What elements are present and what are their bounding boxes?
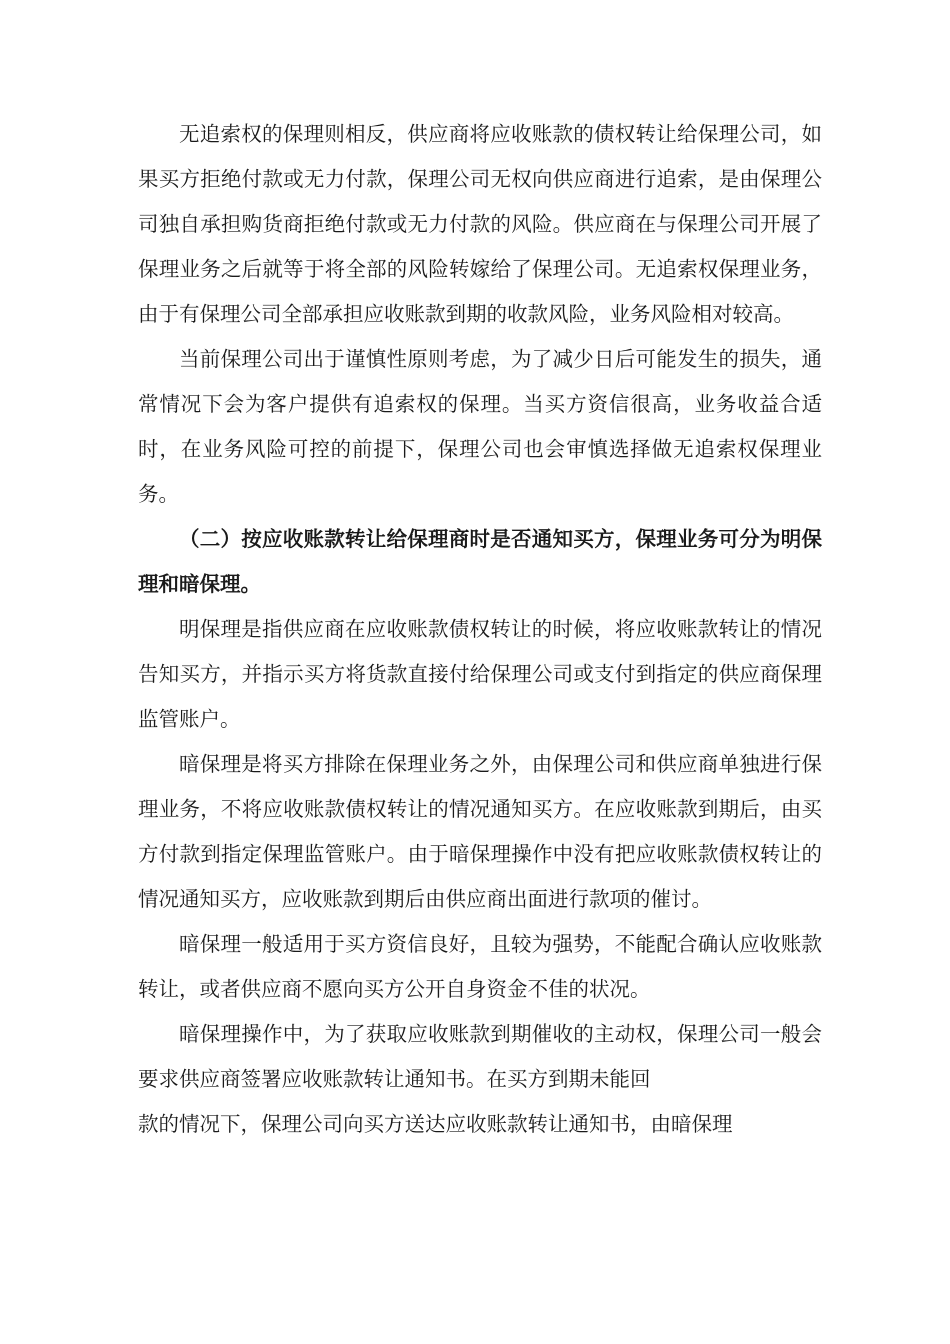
paragraph-line: 款的情况下，保理公司向买方送达应收账款转让通知书，由暗保理 (138, 1112, 733, 1136)
paragraph-undisclosed-factoring: 暗保理是将买方排除在保理业务之外，由保理公司和供应商单独进行保理业务，不将应收账款债权转让的情况通知买方。在应收账款到期后，由买方付款到指定保理监管账户。由于暗保理操作中没有把应收账款债权转让的情况通知买方，应收账款到期后由供应商出面进行款项的催讨。 (138, 752, 822, 911)
paragraph-without-recourse-factoring: 无追索权的保理则相反，供应商将应收账款的债权转让给保理公司，如果买方拒绝付款或无力付款，保理公司无权向供应商进行追索，是由保理公司独自承担购货商拒绝付款或无力付款的风险。供应商在与保理公司开展了保理业务之后就等于将全部的风险转嫁给了保理公司。无追索权保理业务，由于有保理公司全部承担应收账款到期的收款风险，业务风险相对较高。 (138, 122, 822, 326)
paragraph-undisclosed-operation (138, 1012, 822, 1147)
paragraph-undisclosed-applicability: 暗保理一般适用于买方资信良好，且较为强势，不能配合确认应收账款转让，或者供应商不愿向买方公开自身资金不佳的状况。 (138, 932, 822, 1001)
document-body (138, 112, 822, 1147)
paragraph-disclosed-factoring: 明保理是指供应商在应收账款债权转让的时候，将应收账款转让的情况告知买方，并指示买方将货款直接付给保理公司或支付到指定的供应商保理监管账户。 (138, 617, 822, 731)
paragraph-line: 暗保理操作中，为了获取应收账款到期催收的主动权，保理公司一般会要求供应商签署应收账款转让通知书。在买方到期未能回 (138, 1022, 822, 1091)
paragraph-prudence-principle: 当前保理公司出于谨慎性原则考虑，为了减少日后可能发生的损失，通常情况下会为客户提供有追索权的保理。当买方资信很高，业务收益合适时，在业务风险可控的前提下，保理公司也会审慎选择做无追索权保理业务。 (138, 347, 822, 506)
section-heading-disclosed-undisclosed: （二）按应收账款转让给保理商时是否通知买方，保理业务可分为明保理和暗保理。 (138, 527, 822, 596)
